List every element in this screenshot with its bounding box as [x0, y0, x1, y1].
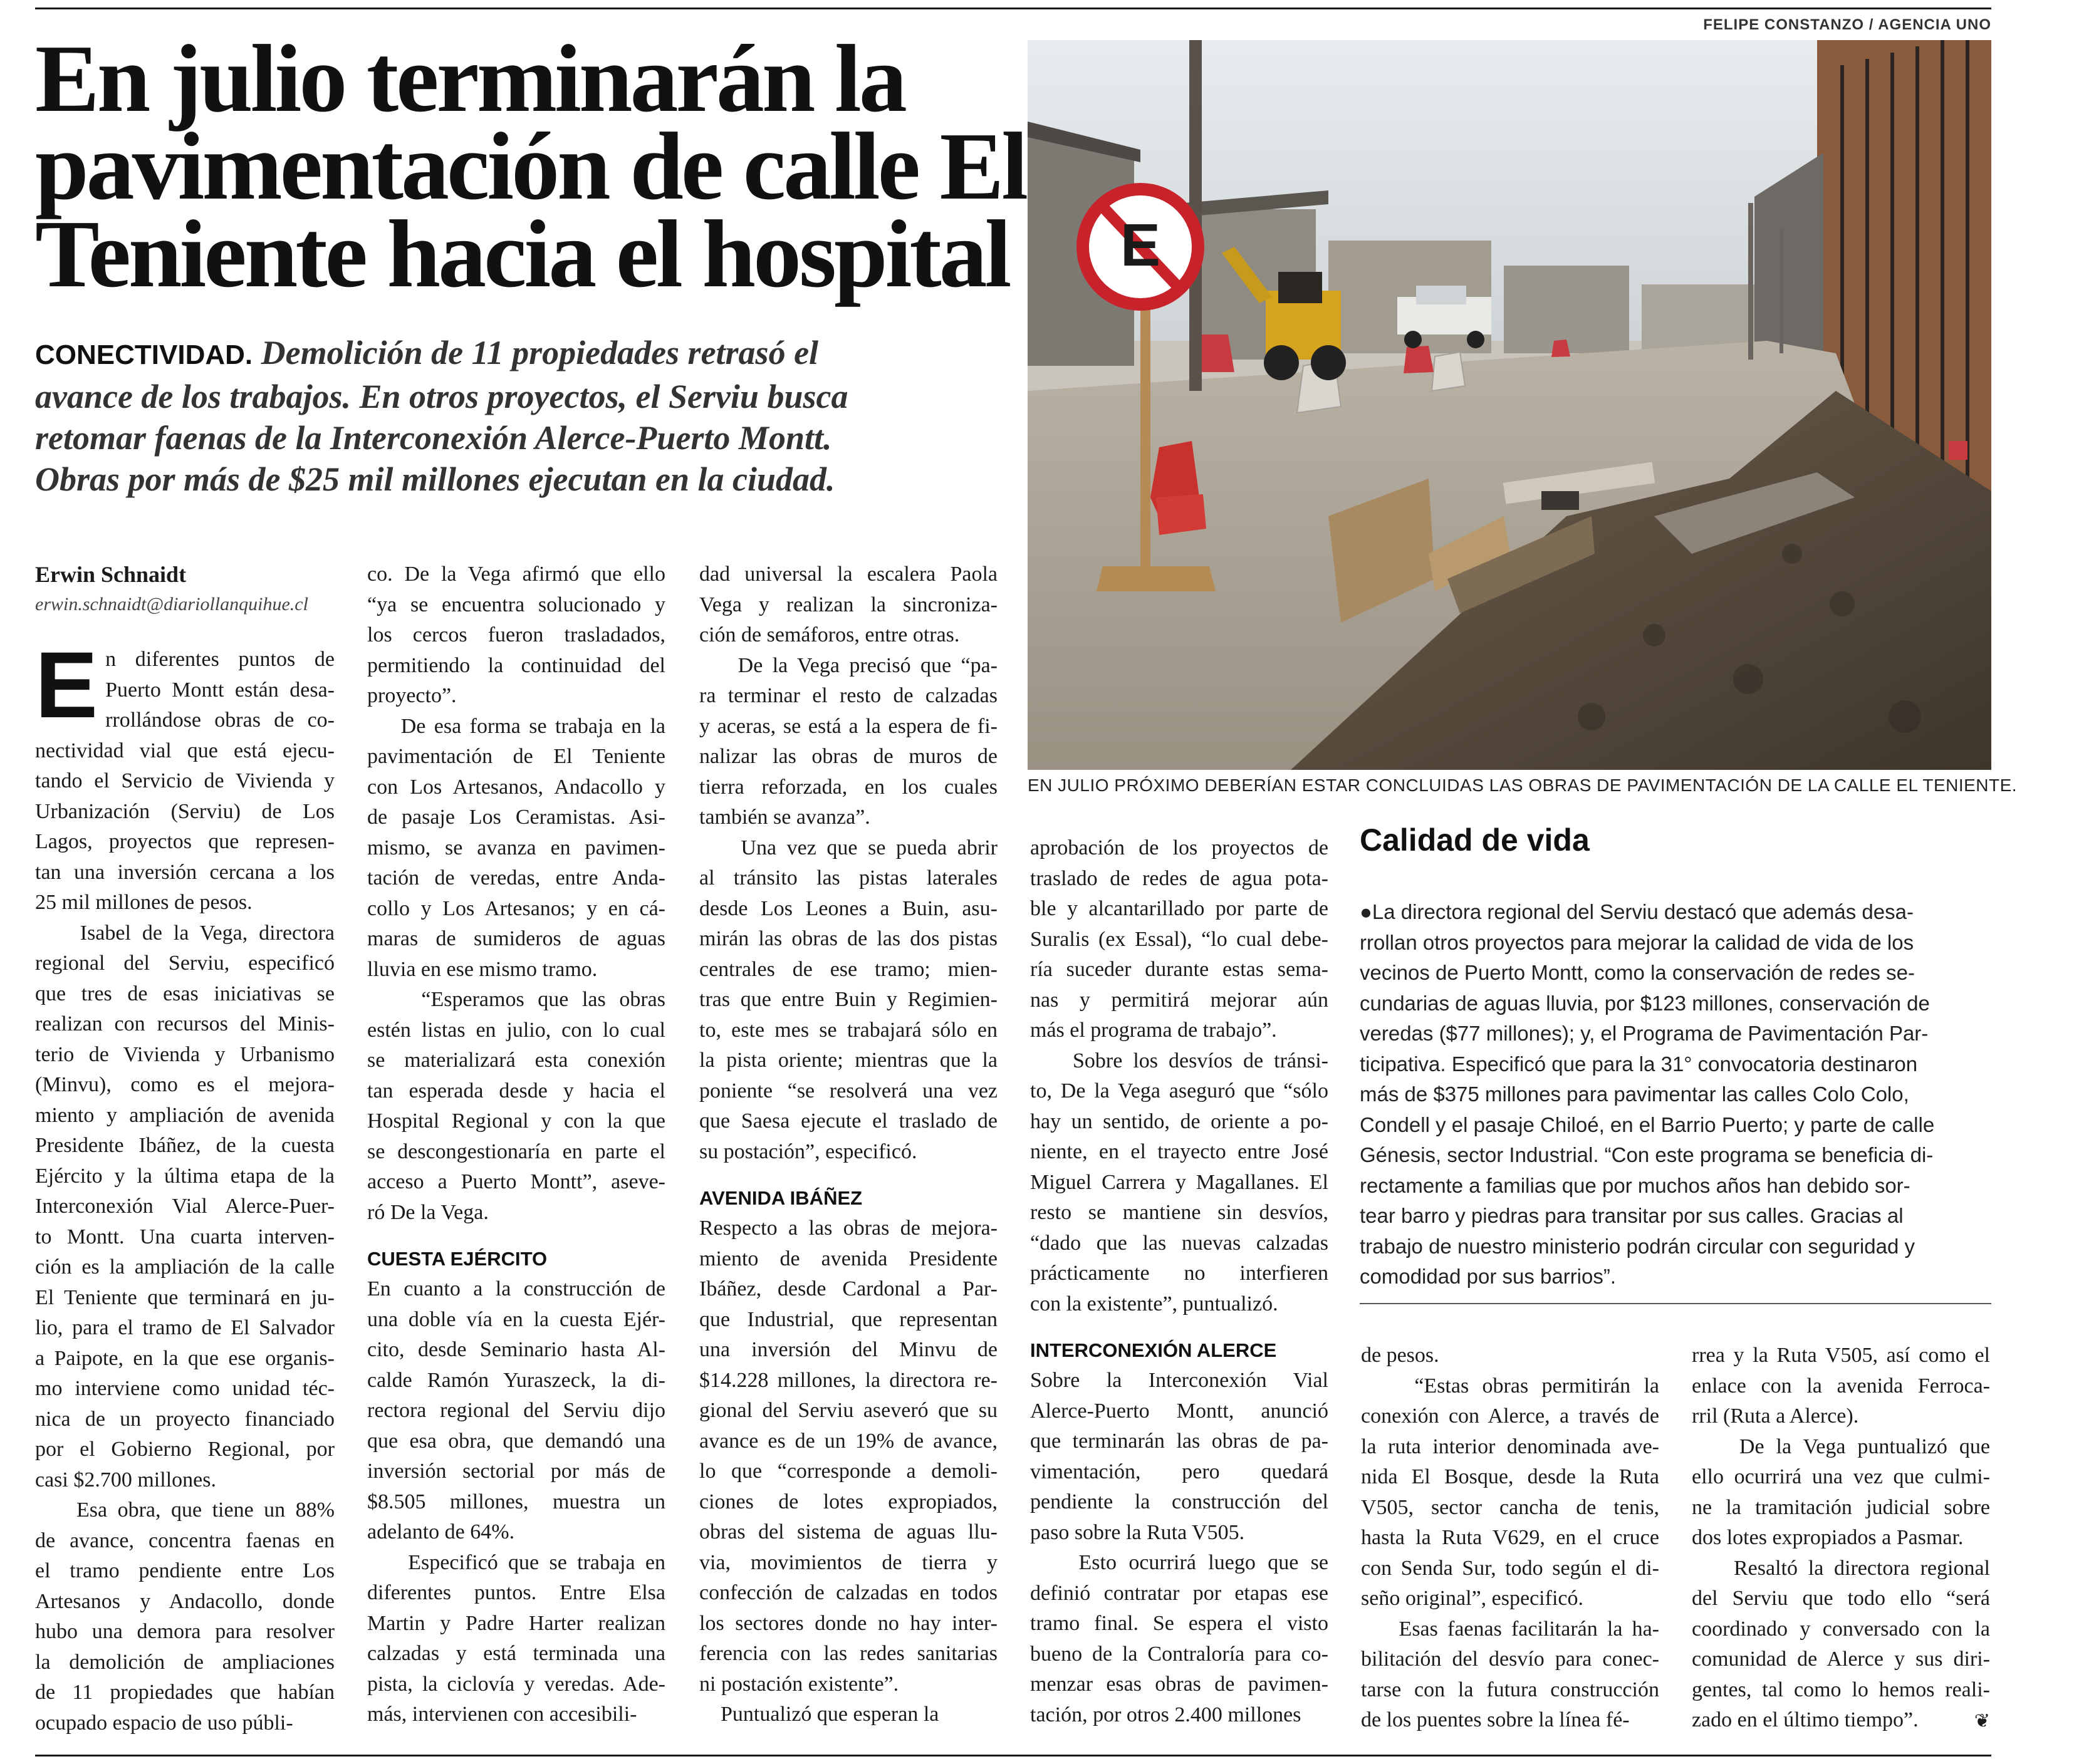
no-parking-sign-letter: E	[1120, 212, 1161, 279]
text-line: que tres de esas iniciativas se	[35, 982, 335, 1005]
text-line: dos lotes expropiados a Pasmar.	[1692, 1526, 1964, 1549]
text-line: ría suceder durante estas sema-	[1030, 958, 1328, 981]
text-line: desde Los Leones a Buin, asu-	[699, 896, 998, 920]
street-works-photo	[1028, 40, 1991, 770]
text-line: to, De la Vega aseguró que “sólo	[1030, 1079, 1328, 1102]
text-line: rrollándose obras de co-	[105, 708, 335, 732]
text-line: nida El Bosque, desde la Ruta	[1361, 1465, 1659, 1488]
text-line: paso sobre la Ruta V505.	[1030, 1520, 1245, 1544]
text-line: co. De la Vega afirmó que ello	[367, 563, 665, 586]
bottom-rule	[35, 1755, 1991, 1756]
text-line: tarse con la futura construcción	[1361, 1678, 1659, 1701]
text-line: calde Ramón Yuraszeck, la di-	[367, 1368, 665, 1392]
column-1-text	[35, 736, 335, 1739]
text-line: tación de veredas, entre Anda-	[367, 866, 665, 890]
text-line: permitiendo la continuidad del	[367, 653, 665, 677]
column-3-text	[699, 559, 998, 1167]
text-line: “Esperamos que las obras	[367, 988, 665, 1011]
photo-caption: EN JULIO PRÓXIMO DEBERÍAN ESTAR CONCLUIDAS LAS OBRAS DE PAVIMENTACIÓN DE LA CALLE EL TENIENTE.	[1028, 776, 2018, 795]
text-line: que terminarán las obras de pa-	[1030, 1429, 1328, 1453]
text-line: Vega y realizan la sincroniza-	[699, 593, 998, 616]
article-column-4	[1030, 833, 1328, 1730]
text-line: tear barro y piedras para transitar por sus calles. Gracias al	[1360, 1204, 1904, 1227]
text-line: Martin y Padre Harter realizan	[367, 1611, 665, 1635]
text-line: aprobación de los proyectos de	[1030, 836, 1328, 859]
text-line: Presidente Ibáñez, de la cuesta	[35, 1134, 335, 1157]
text-line: comunidad de Alerce y sus diri-	[1692, 1647, 1990, 1671]
text-line: de avance, concentra faenas en	[35, 1528, 335, 1552]
text-line: centrales de ese tramo; mien-	[699, 957, 998, 981]
text-line: acceso a Puerto Montt”, asevе-	[367, 1170, 665, 1193]
text-line: tación, por otros 2.400 millones	[1030, 1703, 1301, 1726]
article-column-6	[1692, 1341, 1990, 1736]
text-line: poniente “se resolverá una vez	[699, 1079, 998, 1102]
text-line: ni postación existente”.	[699, 1672, 899, 1696]
text-line: se materializará esta conexión	[367, 1049, 665, 1072]
text-line: coordinado y conversado con la	[1692, 1617, 1990, 1641]
text-line: rectora regional del Serviu dijo	[367, 1399, 665, 1422]
text-line: terio de Vivienda y Urbanismo	[35, 1042, 335, 1066]
lead-kicker: CONECTIVIDAD.	[35, 340, 253, 370]
text-line: tramo final. Se espera el visto	[1030, 1612, 1328, 1635]
headline-line: Teniente hacia el hospital	[35, 201, 1009, 308]
text-line: que esa obra, que demandó una	[367, 1429, 665, 1453]
text-line: mo interviene como unidad téc-	[35, 1377, 335, 1400]
text-line: Urbanización (Serviu) de Los	[35, 799, 335, 823]
text-line: que Industrial, que representan	[699, 1307, 998, 1331]
subhead-interconexion-alerce: INTERCONEXIÓN ALERCE	[1030, 1339, 1277, 1361]
text-line: proyecto”.	[367, 684, 457, 707]
text-line: El Teniente que terminará en ju-	[35, 1285, 335, 1309]
photo-credit: FELIPE CONSTANZO / AGENCIA UNO	[1703, 16, 1991, 33]
text-line: via, movimientos de tierra y	[699, 1550, 998, 1574]
text-line: pavimentación de El Teniente	[367, 745, 665, 768]
text-line: Esas faenas facilitarán la ha-	[1361, 1617, 1659, 1641]
text-line: nectividad vial que está ejecu-	[35, 739, 335, 762]
text-line: bueno de la Contraloría para co-	[1030, 1642, 1328, 1666]
text-line: collo y Los Artesanos; y en cá-	[367, 896, 665, 920]
lead-line: Obras por más de $25 mil millones ejecutan en la ciudad.	[35, 460, 835, 498]
text-line: (Minvu), como es el mejora-	[35, 1073, 335, 1096]
lead-line: avance de los trabajos. En otros proyectos, el Serviu busca	[35, 378, 848, 415]
text-line: rril (Ruta a Alerce).	[1692, 1404, 1859, 1428]
text-line: “dado que las nuevas calzadas	[1030, 1231, 1328, 1255]
text-line: traslado de redes de agua pota-	[1030, 866, 1328, 890]
text-line: Esa obra, que tiene un 88%	[35, 1498, 335, 1522]
text-line: con Los Artesanos, Andacollo y	[367, 775, 665, 799]
text-line: hubo una demora para resolver	[35, 1620, 335, 1643]
text-line: diferentes puntos. Entre Elsa	[367, 1581, 665, 1604]
text-line: regional del Serviu, especificó	[35, 952, 335, 975]
text-line: inversión sectorial por más de	[367, 1460, 665, 1483]
text-line: más el programa de trabajo”.	[1030, 1019, 1277, 1042]
text-line: la ruta interior denominada ave-	[1361, 1435, 1659, 1458]
column-3-text-b	[699, 1213, 998, 1730]
article-column-2	[367, 559, 665, 1730]
lead-paragraph	[35, 332, 1013, 500]
text-line: ello ocurrirá una vez que culmi-	[1692, 1465, 1990, 1488]
text-line: $8.505 millones, muestra un	[367, 1490, 665, 1513]
text-line: gentes, tal como lo hemos reali-	[1692, 1678, 1990, 1701]
text-line: prácticamente no interfieren	[1030, 1262, 1328, 1285]
text-line: veredas ($77 millones); y, el Programa de Pavimentación Par-	[1360, 1022, 1929, 1045]
text-line: niente, en el trayecto entre José	[1030, 1140, 1328, 1163]
text-line: rectamente a familias que por muchos años han debido sor-	[1360, 1173, 1910, 1197]
text-line: por el Gobierno Regional, por	[35, 1438, 335, 1461]
text-line: miento de avenida Presidente	[699, 1247, 998, 1270]
column-2-text	[367, 559, 665, 1228]
text-line: dad universal la escalera Paola	[699, 563, 998, 586]
text-line: Ejército y la última etapa de la	[35, 1164, 335, 1188]
text-line: pista, la ciclovía y veredas. Ade-	[367, 1672, 665, 1696]
text-line: Sobre los desvíos de tránsi-	[1030, 1049, 1328, 1072]
text-line: V505, sector cancha de tenis,	[1361, 1495, 1659, 1519]
text-line: menzar esas obras de pavimen-	[1030, 1673, 1328, 1696]
text-line: estén listas en julio, con lo cual	[367, 1018, 665, 1042]
text-line: tan esperada desde y hacia el	[367, 1079, 665, 1102]
text-line: a Paipote, en la que ese organis-	[35, 1346, 335, 1370]
sidebar-title: Calidad de vida	[1360, 822, 1590, 858]
text-line: Una vez que se pueda abrir	[699, 836, 998, 859]
article-column-1	[35, 559, 335, 1738]
lead-line: Demolición de 11 propiedades retrasó el	[261, 334, 819, 371]
text-line: Sobre la Interconexión Vial	[1030, 1369, 1328, 1392]
text-line: “ya se encuentra solucionado y	[367, 593, 665, 616]
text-line: gional del Serviu aseveró que su	[699, 1399, 998, 1422]
text-line: más de $375 millones para pavimentar las calles Colo Colo,	[1360, 1082, 1909, 1106]
subhead-avenida-ibanez: AVENIDA IBÁÑEZ	[699, 1187, 863, 1209]
text-line: realizan con recursos del Minis-	[35, 1012, 335, 1035]
text-line: con la existente”, puntualizó.	[1030, 1292, 1278, 1315]
text-line: Resaltó la directora regional	[1692, 1556, 1990, 1580]
text-line: “Estas obras permitirán la	[1361, 1374, 1659, 1398]
text-line: Puntualizó que esperan la	[699, 1703, 939, 1726]
headline-line: pavimentación de calle El	[35, 113, 1026, 220]
text-line: En cuanto a la construcción de	[367, 1277, 665, 1300]
byline-author: Erwin Schnaidt	[35, 562, 187, 587]
text-line: Isabel de la Vega, directora	[35, 921, 335, 945]
text-line: nalizar las obras de muros de	[699, 745, 998, 768]
text-line: confección de calzadas en todos	[699, 1581, 998, 1604]
text-line: se descongestionaría en parte el	[367, 1139, 665, 1163]
text-line: su postación”, especificó.	[699, 1139, 917, 1163]
column-4-text-b	[1030, 1366, 1328, 1730]
column-2-text-b	[367, 1274, 665, 1730]
sidebar-text	[1360, 897, 1991, 1292]
lead-line: retomar faenas de la Interconexión Alerce-Puerto Montt.	[35, 419, 832, 457]
text-line: De la Vega puntualizó que	[1692, 1435, 1990, 1458]
text-line: ocupado espacio de uso públi-	[35, 1711, 293, 1735]
top-rule	[35, 8, 1991, 9]
text-line: ra terminar el resto de calzadas	[699, 684, 998, 707]
text-line: tan una inversión cercana a los	[35, 860, 335, 884]
text-line: avance es de un 19% de avance,	[699, 1429, 998, 1453]
text-line: ciones de lotes expropiados,	[699, 1490, 998, 1513]
text-line: una doble vía en la cuesta Ejér-	[367, 1307, 665, 1331]
text-line: mirán las obras de las dos pistas	[699, 927, 998, 950]
text-line: calzadas y está terminada una	[367, 1642, 665, 1665]
text-line: maras de sumideros de aguas	[367, 927, 665, 950]
text-line: los sectores donde no hay inter-	[699, 1611, 998, 1635]
text-line: una inversión del Minvu de	[699, 1338, 998, 1361]
text-line: rrea y la Ruta V505, así como el	[1692, 1344, 1990, 1367]
sidebar-divider	[1360, 1303, 1991, 1304]
dropcap: E	[35, 632, 98, 737]
text-line: Alerce-Puerto Montt, anunció	[1030, 1399, 1328, 1423]
text-line: Puerto Montt están desa-	[105, 678, 335, 702]
text-line: obras del sistema de aguas llu-	[699, 1520, 998, 1544]
text-line: De esa forma se trabaja en la	[367, 714, 665, 738]
text-line: to, este mes se trabajará sólo en	[699, 1018, 998, 1042]
text-line: de 11 propiedades que habían	[35, 1681, 335, 1704]
text-line: Artesanos y Andacollo, donde	[35, 1589, 335, 1613]
text-line: comodidad por sus barrios”.	[1360, 1265, 1617, 1288]
text-line: casi $2.700 millones.	[35, 1468, 216, 1492]
text-line: hasta la Ruta V629, en el cruce	[1361, 1526, 1659, 1549]
text-line: definió contratar por etapas ese	[1030, 1581, 1328, 1605]
text-line: del Serviu que todo ello “será	[1692, 1587, 1990, 1610]
text-line: hay un sentido, de oriente a po-	[1030, 1109, 1328, 1133]
text-line: seño original”, especificó.	[1361, 1587, 1583, 1610]
byline-email: erwin.schnaidt@diariollanquihue.cl	[35, 594, 308, 615]
text-line: resto se mantiene sin desvíos,	[1030, 1201, 1328, 1224]
text-line: Suralis (ex Essal), “lo cual debe-	[1030, 927, 1328, 951]
text-line: Respecto a las obras de mejora-	[699, 1217, 998, 1240]
text-line: Lagos, proyectos que represen-	[35, 830, 335, 853]
text-line: ne la tramitación judicial sobre	[1692, 1495, 1990, 1519]
text-line: también se avanza”.	[699, 806, 870, 829]
text-line: to Montt. Una cuarta interven-	[35, 1225, 335, 1248]
text-line: los cercos fueron trasladados,	[367, 623, 665, 646]
text-line: ferencia con las redes sanitarias	[699, 1642, 998, 1665]
text-line: ticipativa. Especificó que para la 31° convocatoria destinaron	[1360, 1052, 1918, 1076]
text-line: más, intervienen con accesibili-	[367, 1703, 637, 1726]
text-line: n diferentes puntos de	[105, 648, 335, 671]
text-line: mismo, se avanza en pavimen-	[367, 836, 665, 859]
headline-line: En julio terminarán la	[35, 26, 905, 132]
text-line: zado en el último tiempo”.	[1692, 1708, 1919, 1731]
text-line: de pesos.	[1361, 1344, 1439, 1367]
text-line: Génesis, sector Industrial. “Con este programa se beneficia di-	[1360, 1143, 1934, 1166]
headline	[35, 26, 1026, 308]
text-line: Ibáñez, desde Cardonal a Par-	[699, 1277, 998, 1300]
text-line: ción de semáforos, entre otras.	[699, 623, 960, 646]
end-of-article-mark: ❦	[1974, 1710, 1990, 1732]
text-line: nas y permitirá mejorar aún	[1030, 988, 1328, 1012]
text-line: ●La directora regional del Serviu destacó que además desa-	[1360, 900, 1914, 923]
text-line: nica de un proyecto financiado	[35, 1407, 335, 1431]
text-line: la pista oriente; mientras que la	[699, 1049, 998, 1072]
text-line: de los puentes sobre la línea fé-	[1361, 1708, 1630, 1731]
text-line: vimentación, pero quedará	[1030, 1460, 1328, 1483]
text-line: De la Vega precisó que “pa-	[699, 653, 998, 677]
text-line: miento y ampliación de avenida	[35, 1103, 335, 1127]
text-line: bilitación del desvío para conec-	[1361, 1647, 1659, 1671]
text-line: Interconexión Vial Alerce-Puer-	[35, 1195, 335, 1218]
text-line: con Senda Sur, todo según el di-	[1361, 1556, 1659, 1580]
text-line: de pasaje Los Ceramistas. Asi-	[367, 806, 665, 829]
text-line: lio, para el tramo de El Salvador	[35, 1316, 335, 1339]
column-5-text	[1361, 1341, 1659, 1736]
text-line: $14.228 millones, la directora re-	[699, 1368, 998, 1392]
dropcap-paragraph	[35, 632, 335, 737]
text-line: Miguel Carrera y Magallanes. El	[1030, 1170, 1328, 1194]
text-line: ble y alcantarillado por parte de	[1030, 897, 1328, 920]
text-line: tierra reforzada, en los cuales	[699, 775, 998, 799]
column-6-text	[1692, 1341, 1990, 1736]
text-line: la demolición de ampliaciones	[35, 1650, 335, 1674]
text-line: ró De la Vega.	[367, 1200, 489, 1224]
text-line: adelanto de 64%.	[367, 1520, 515, 1544]
text-line: Especificó que se trabaja en	[367, 1550, 665, 1574]
text-line: cito, desde Seminario hasta Al-	[367, 1338, 665, 1361]
text-line: tando el Servicio de Vivienda y	[35, 769, 335, 792]
text-line: pendiente la construcción del	[1030, 1490, 1328, 1513]
text-line: ción es la ampliación de la calle	[35, 1255, 335, 1279]
text-line: lluvia en ese mismo tramo.	[367, 957, 598, 981]
text-line: Hospital Regional y con la que	[367, 1109, 665, 1133]
text-line: que Saesa ejecute el traslado de	[699, 1109, 998, 1133]
text-line: y aceras, se está a la espera de fi-	[699, 714, 998, 738]
text-line: Condell y el pasaje Chiloé, en el Barrio Puerto; y parte de calle	[1360, 1113, 1935, 1136]
subhead-cuesta-ejercito: CUESTA EJÉRCITO	[367, 1248, 548, 1270]
text-line: vecinos de Puerto Montt, como la conservación de redes se-	[1360, 961, 1915, 984]
text-line: cundarias de aguas lluvia, por $123 millones, conservación de	[1360, 991, 1930, 1015]
text-line: enlace con la avenida Ferroca-	[1692, 1374, 1990, 1398]
text-line: Esto ocurrirá luego que se	[1030, 1551, 1328, 1574]
text-line: el tramo pendiente entre Los	[35, 1559, 335, 1582]
text-line: tras que entre Buin y Regimien-	[699, 988, 998, 1011]
article-column-5	[1361, 1341, 1659, 1736]
text-line: trabajo de nuestro ministerio podrán circular con seguridad y	[1360, 1234, 1915, 1258]
text-line: 25 mil millones de pesos.	[35, 891, 253, 914]
text-line: conexión con Alerce, a través de	[1361, 1404, 1659, 1428]
text-line: rrollan otros proyectos para mejorar la calidad de vida de los	[1360, 930, 1914, 954]
column-4-text	[1030, 833, 1328, 1319]
article-column-3	[699, 559, 998, 1730]
text-line: al tránsito las pistas laterales	[699, 866, 998, 890]
text-line: lo que “corresponde a demoli-	[699, 1460, 998, 1483]
